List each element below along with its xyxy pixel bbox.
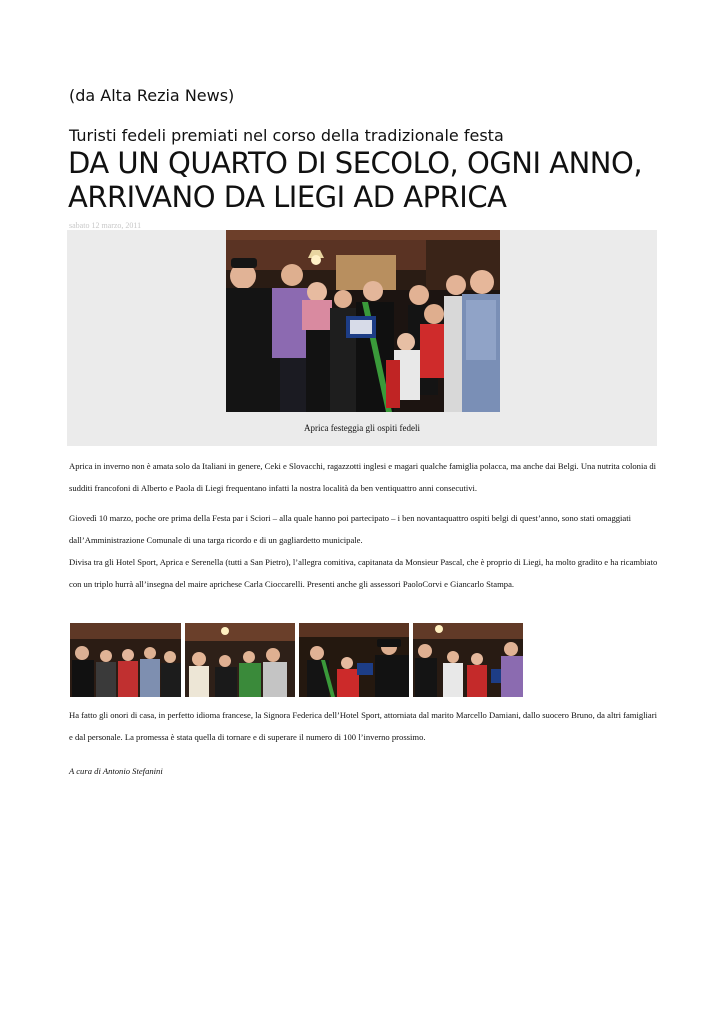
main-photo [226, 230, 500, 412]
source-line: (da Alta Rezia News) [69, 86, 235, 105]
thumb-photo-1[interactable] [70, 623, 181, 697]
thumb-image-4 [413, 623, 523, 697]
headline-line-1: DA UN QUARTO DI SECOLO, OGNI ANNO, [68, 146, 643, 180]
thumb-photo-3[interactable] [299, 623, 409, 697]
thumb-photo-4[interactable] [413, 623, 523, 697]
figure-caption: Aprica festeggia gli ospiti fedeli [304, 423, 420, 433]
paragraph-2: Giovedì 10 marzo, poche ore prima della Festa par i Sciori – alla quale hanno poi partecipato – i ben novantaquattro ospiti belgi di quest’anno, sono stati omaggiati dall’Amministrazione Comunale di una targa ricordo e di un gagliardetto municipale. [69, 513, 632, 545]
thumb-image-2 [185, 623, 295, 697]
author-credit: A cura di Antonio Stefanini [69, 766, 163, 776]
paragraph-3: Divisa tra gli Hotel Sport, Aprica e Serenella (tutti a San Pietro), l’allegra comitiva, capitanata da Monsieur Pascal, che è proprio di Liegi, ha molto gradito e ha ricambiato con un triplo hurrà all’insegna del maire aprichese Carla Cioccarelli. Presenti anche gli assessori PaoloCorvi e Giancarlo Stampa. [69, 557, 658, 589]
group-photo-image [226, 230, 500, 412]
main-figure [67, 230, 657, 446]
thumb-photo-2[interactable] [185, 623, 295, 697]
paragraph-1: Aprica in inverno non è amata solo da Italiani in genere, Ceki e Slovacchi, ragazzotti inglesi e magari qualche famiglia polacca, ma anche dai Belgi. Una nutrita colonia di sudditi francofoni di Alberto e Paola di Liegi frequentano infatti la nostra località da ben ventiquattro anni consecutivi. [69, 461, 657, 493]
publish-date: sabato 12 marzo, 2011 [69, 221, 142, 230]
headline-line-2: ARRIVANO DA LIEGI AD APRICA [68, 180, 507, 214]
photo-strip [70, 623, 530, 697]
thumb-image-1 [70, 623, 181, 697]
thumb-image-3 [299, 623, 409, 697]
paragraph-4: Ha fatto gli onori di casa, in perfetto idioma francese, la Signora Federica dell’Hotel Sport, attorniata dal marito Marcello Damiani, dallo suocero Bruno, da altri famigliari e dal personale. La promessa è stata quella di tornare e di superare il numero di 100 l’inverno prossimo. [69, 710, 658, 742]
kicker: Turisti fedeli premiati nel corso della tradizionale festa [69, 126, 504, 145]
headline [68, 146, 688, 214]
